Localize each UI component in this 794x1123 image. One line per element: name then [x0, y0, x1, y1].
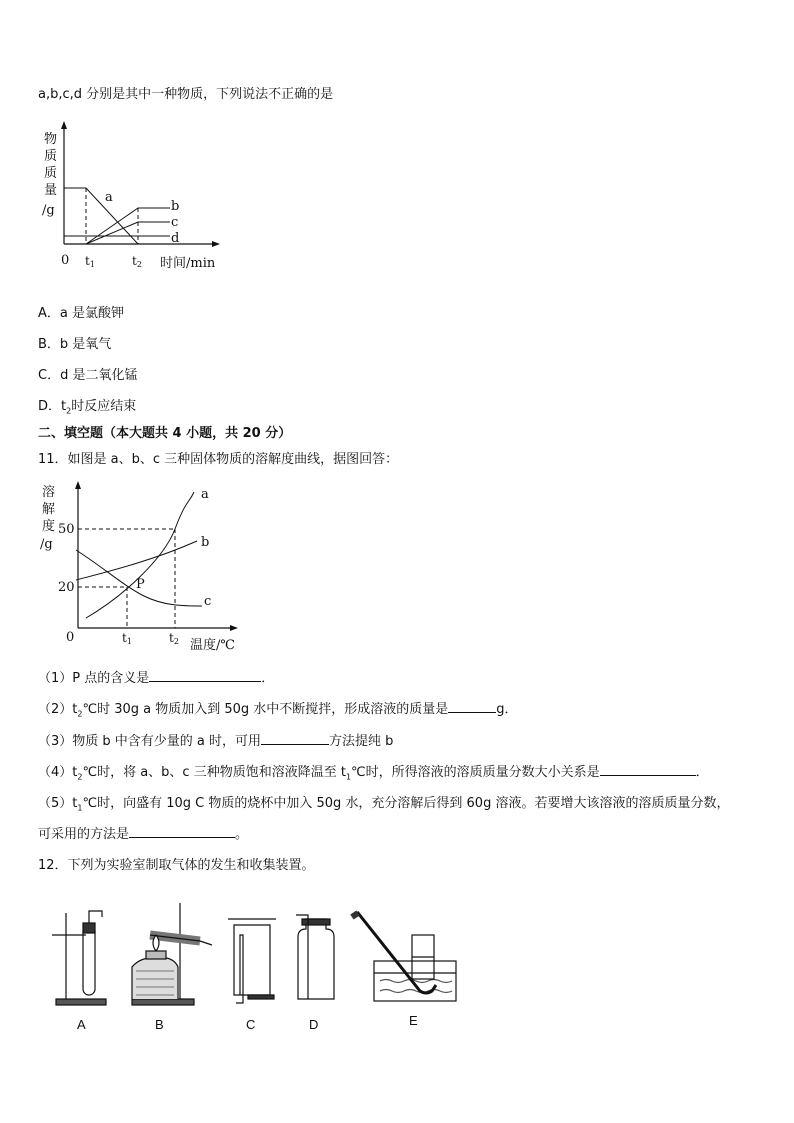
- curve-label-c: c: [204, 594, 212, 609]
- answer-blank-4[interactable]: [600, 761, 696, 776]
- y-label-3: 质: [44, 166, 58, 181]
- apparatus-figure: [40, 895, 480, 1015]
- option-d: D．$t_2$时反应结束: [38, 399, 137, 416]
- q11-sub2: $(2)t_2℃$时 30g a 物质加入到 50g 水中不断搅拌，形成溶液的质量是 g．: [38, 698, 518, 719]
- series-label-c: c: [171, 215, 179, 230]
- apparatus-e: [352, 913, 456, 1001]
- answer-blank-1[interactable]: [149, 667, 261, 682]
- y-label-1: 溶: [42, 485, 56, 500]
- q11-sub3: （3）物质 b 中含有少量的 a 时，可用 方法提纯 b: [38, 730, 393, 749]
- answer-blank-2[interactable]: [448, 698, 496, 713]
- svg-text:t2: [169, 631, 179, 646]
- mass-time-chart: [34, 118, 234, 278]
- svg-text:t1: [85, 254, 95, 269]
- t1-sub: 1: [89, 260, 95, 269]
- y-label-1: 物: [44, 132, 58, 147]
- apparatus-label-b: B: [155, 1017, 164, 1032]
- point-p-label: P: [136, 577, 145, 592]
- q11-sub1: （1）P 点的含义是 ．: [38, 667, 274, 686]
- apparatus-label-e: E: [409, 1013, 418, 1028]
- curve-label-b: b: [201, 535, 210, 550]
- apparatus-label-d: D: [309, 1017, 319, 1032]
- q11-sub5-cont: 可采用的方法是 。: [38, 823, 248, 842]
- origin-label: 0: [66, 630, 75, 645]
- t2-sub: 2: [173, 637, 179, 646]
- origin-label: 0: [61, 253, 70, 268]
- apparatus-c: [228, 919, 276, 1003]
- svg-text:t2: [132, 254, 142, 269]
- apparatus-label-a: A: [77, 1017, 86, 1032]
- t2-label: t: [132, 254, 137, 268]
- series-label-a: a: [105, 190, 113, 205]
- y-label-4: /g: [40, 537, 53, 552]
- svg-text:t1: [122, 631, 132, 646]
- apparatus-a: [52, 911, 106, 1005]
- y-label-2: 解: [42, 502, 56, 517]
- curve-label-a: a: [201, 487, 209, 502]
- y-tick-20: 20: [58, 580, 75, 595]
- option-a: A．a 是氯酸钾: [38, 306, 125, 321]
- y-label-2: 质: [44, 149, 58, 164]
- t1-sub: 1: [126, 637, 132, 646]
- y-label-3: 度: [42, 519, 56, 534]
- t1-label: t: [85, 254, 90, 268]
- option-c: C．d 是二氧化锰: [38, 368, 138, 383]
- t2-label: t: [169, 631, 174, 645]
- apparatus-label-c: C: [246, 1017, 256, 1032]
- answer-blank-3[interactable]: [261, 730, 329, 745]
- t1-label: t: [122, 631, 127, 645]
- section-heading: 二、填空题（本大题共 4 小题，共 20 分）: [38, 426, 292, 441]
- apparatus-b: [132, 903, 212, 1005]
- question-intro: a,b,c,d 分别是其中一种物质，下列说法不正确的是: [38, 87, 334, 102]
- option-b: B．b 是氧气: [38, 337, 112, 352]
- apparatus-d: [296, 915, 334, 999]
- q11-sub4: $(4)t_2℃$时，将 a、b、c 三种物质饱和溶液降温至 $t_1℃$时，所得溶液的溶质质量分数大小关系是 ．: [38, 761, 709, 782]
- x-axis-label: 时间/min: [160, 256, 216, 271]
- x-axis-label: 温度/℃: [190, 638, 235, 653]
- series-label-b: b: [171, 199, 180, 214]
- y-tick-50: 50: [58, 522, 75, 537]
- q12-stem: 12．下列为实验室制取气体的发生和收集装置。: [38, 858, 315, 873]
- q11-stem: 11．如图是 a、b、c 三种固体物质的溶解度曲线，据图回答：: [38, 452, 399, 467]
- y-label-5: /g: [42, 203, 55, 218]
- q11-sub5: $(5)t_1℃$时，向盛有 10g C 物质的烧杯中加入 50g 水，充分溶解后得到 60g 溶液。若要增大该溶液的溶质质量分数，: [38, 796, 730, 813]
- t2-sub: 2: [136, 260, 142, 269]
- y-label-4: 量: [44, 183, 58, 198]
- series-label-d: d: [171, 231, 180, 246]
- solubility-chart: [34, 478, 254, 656]
- answer-blank-5[interactable]: [129, 823, 235, 838]
